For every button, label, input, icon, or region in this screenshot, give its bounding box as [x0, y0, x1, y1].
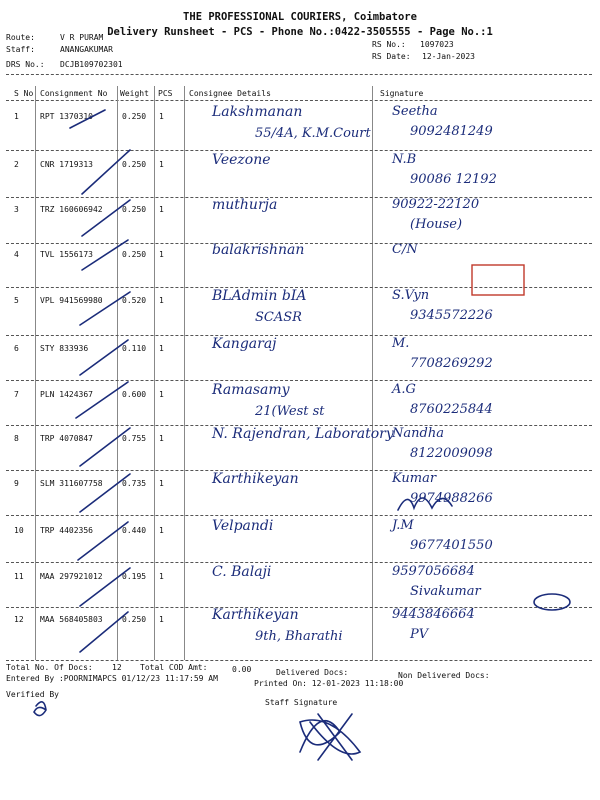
check-mark: [80, 612, 128, 652]
row-sno: 6: [14, 344, 19, 353]
verified-by-label: Verified By: [6, 690, 59, 699]
row-weight: 0.250: [122, 615, 147, 624]
staff-label: Staff:: [6, 45, 35, 54]
row-weight: 0.250: [122, 160, 147, 169]
total-cod-value: 0.00: [232, 665, 252, 674]
entered-by: Entered By :POORNIMAPCS 01/12/23 11:17:59 AM: [6, 674, 218, 683]
route-value: V R PURAM: [60, 33, 104, 42]
col-header-consignee: Consignee Details: [189, 89, 271, 98]
row-signature-handwritten: Nandha: [392, 426, 444, 441]
row-weight: 0.600: [122, 390, 147, 399]
row-consignment-no: TRP 4402356: [40, 526, 93, 535]
check-mark: [76, 382, 128, 418]
rs-date-label: RS Date:: [372, 52, 411, 61]
row-signature-line2-handwritten: 7708269292: [410, 356, 493, 371]
row-pcs: 1: [159, 160, 164, 169]
row-signature-handwritten: 90922-22120: [392, 197, 480, 212]
row-consignment-no: SLM 311607758: [40, 479, 103, 488]
row-consignee-handwritten: Veezone: [212, 152, 271, 168]
check-mark: [80, 568, 130, 606]
check-mark: [78, 522, 128, 560]
row-pcs: 1: [159, 572, 164, 581]
row-weight: 0.250: [122, 205, 147, 214]
row-consignment-no: VPL 941569980: [40, 296, 103, 305]
col-header-sno: S No: [14, 89, 34, 98]
row-pcs: 1: [159, 479, 164, 488]
row-consignee-handwritten: Velpandi: [212, 518, 274, 534]
row-pcs: 1: [159, 205, 164, 214]
row-signature-line2-handwritten: 9974988266: [410, 491, 493, 506]
row-sno: 8: [14, 434, 19, 443]
col-header-weight: Weight: [120, 89, 149, 98]
total-docs-value: 12: [112, 663, 122, 672]
row-signature-line2-handwritten: 8122009098: [410, 446, 493, 461]
check-mark: [80, 340, 128, 375]
row-weight: 0.195: [122, 572, 147, 581]
row-sno: 4: [14, 250, 19, 259]
staff-signature-scribble: [300, 720, 360, 754]
row-consignment-no: TVL 1556173: [40, 250, 93, 259]
row-signature-line2-handwritten: 9345572226: [410, 308, 493, 323]
staff-value: ANANGAKUMAR: [60, 45, 113, 54]
verified-signature: [34, 702, 46, 716]
row-signature-handwritten: Kumar: [392, 471, 437, 486]
row-signature-line2-handwritten: Sivakumar: [410, 584, 481, 599]
check-mark: [70, 110, 105, 128]
row-signature-handwritten: S.Vyn: [392, 288, 430, 303]
row-sno: 1: [14, 112, 19, 121]
row-signature-handwritten: M.: [392, 336, 410, 351]
drs-value: DCJB109702301: [60, 60, 123, 69]
document-subtitle: Delivery Runsheet - PCS - Phone No.:0422-3505555 - Page No.:1: [107, 26, 493, 38]
row-signature-handwritten: 9597056684: [392, 564, 475, 579]
row-consignee-handwritten: Karthikeyan: [212, 607, 299, 623]
row-signature-handwritten: A.G: [392, 382, 416, 397]
row-pcs: 1: [159, 390, 164, 399]
row-sno: 10: [14, 526, 24, 535]
check-mark: [80, 292, 130, 325]
row-consignment-no: TRP 4070847: [40, 434, 93, 443]
rs-no-value: 1097023: [420, 40, 454, 49]
row-pcs: 1: [159, 526, 164, 535]
printed-on: Printed On: 12-01-2023 11:18:00: [254, 679, 404, 688]
row-consignment-no: MAA 297921012: [40, 572, 103, 581]
row-weight: 0.735: [122, 479, 147, 488]
col-header-pcs: PCS: [158, 89, 173, 98]
row-consignee-handwritten: C. Balaji: [212, 564, 272, 580]
route-label: Route:: [6, 33, 35, 42]
row-weight: 0.440: [122, 526, 147, 535]
row-weight: 0.520: [122, 296, 147, 305]
row-consignment-no: PLN 1424367: [40, 390, 93, 399]
row-consignee-line2-handwritten: 21(West st: [255, 404, 325, 419]
row-consignee-line2-handwritten: SCASR: [255, 310, 302, 325]
row-weight: 0.250: [122, 250, 147, 259]
row-signature-line2-handwritten: 9677401550: [410, 538, 493, 553]
row-consignee-handwritten: N. Rajendran, Laboratory: [212, 426, 394, 442]
row-pcs: 1: [159, 615, 164, 624]
drs-label: DRS No.:: [6, 60, 45, 69]
row-consignee-handwritten: BLAdmin bIA: [212, 288, 307, 304]
row-weight: 0.250: [122, 112, 147, 121]
row-sno: 12: [14, 615, 24, 624]
row-pcs: 1: [159, 112, 164, 121]
document-title: THE PROFESSIONAL COURIERS, Coimbatore: [183, 11, 417, 23]
row-consignee-handwritten: Karthikeyan: [212, 471, 299, 487]
row-sno: 7: [14, 390, 19, 399]
check-mark: [82, 200, 130, 236]
row-pcs: 1: [159, 296, 164, 305]
signature-scribble: [398, 498, 452, 510]
row-signature-handwritten: J.M: [392, 518, 414, 533]
row-signature-handwritten: 9443846664: [392, 607, 475, 622]
check-mark: [82, 240, 128, 270]
row-pcs: 1: [159, 344, 164, 353]
check-mark: [80, 474, 130, 512]
row-signature-handwritten: N.B: [392, 152, 417, 167]
row-sno: 2: [14, 160, 19, 169]
row-sno: 9: [14, 479, 19, 488]
row-sno: 11: [14, 572, 24, 581]
row-consignee-handwritten: Lakshmanan: [212, 104, 303, 120]
row-consignee-handwritten: Kangaraj: [212, 336, 277, 352]
cn-stamp: [472, 265, 524, 295]
total-docs-label: Total No. Of Docs:: [6, 663, 93, 672]
row-pcs: 1: [159, 434, 164, 443]
row-consignment-no: TRZ 160606942: [40, 205, 103, 214]
rs-date-value: 12-Jan-2023: [422, 52, 475, 61]
row-pcs: 1: [159, 250, 164, 259]
row-sno: 5: [14, 296, 19, 305]
check-mark: [80, 428, 130, 466]
row-weight: 0.110: [122, 344, 147, 353]
row-consignment-no: MAA 568405803: [40, 615, 103, 624]
row-consignee-line2-handwritten: 55/4A, K.M.Court: [255, 126, 371, 141]
col-header-signature: Signature: [380, 89, 424, 98]
rs-no-label: RS No.:: [372, 40, 406, 49]
row-consignee-handwritten: balakrishnan: [212, 242, 305, 258]
row-signature-line2-handwritten: 8760225844: [410, 402, 493, 417]
row-consignment-no: STY 833936: [40, 344, 89, 353]
row-consignee-handwritten: muthurja: [212, 197, 278, 213]
row-signature-handwritten: Seetha: [392, 104, 438, 119]
total-cod-label: Total COD Amt:: [140, 663, 208, 672]
circled-note: [534, 594, 570, 610]
staff-signature-label: Staff Signature: [265, 698, 338, 707]
row-signature-handwritten: C/N: [392, 242, 418, 257]
row-consignee-handwritten: Ramasamy: [212, 382, 290, 398]
check-mark: [82, 150, 130, 194]
row-sno: 3: [14, 205, 19, 214]
row-consignment-no: RPT 1370310: [40, 112, 93, 121]
non-delivered-docs-label: Non Delivered Docs:: [398, 671, 490, 680]
row-consignment-no: CNR 1719313: [40, 160, 93, 169]
row-weight: 0.755: [122, 434, 147, 443]
row-consignee-line2-handwritten: 9th, Bharathi: [255, 629, 343, 644]
col-header-consignment: Consignment No: [40, 89, 108, 98]
delivered-docs-label: Delivered Docs:: [276, 668, 349, 677]
row-signature-line2-handwritten: 90086 12192: [410, 172, 497, 187]
row-signature-line2-handwritten: (House): [410, 217, 463, 232]
row-signature-line2-handwritten: PV: [410, 627, 429, 642]
row-signature-line2-handwritten: 9092481249: [410, 124, 493, 139]
